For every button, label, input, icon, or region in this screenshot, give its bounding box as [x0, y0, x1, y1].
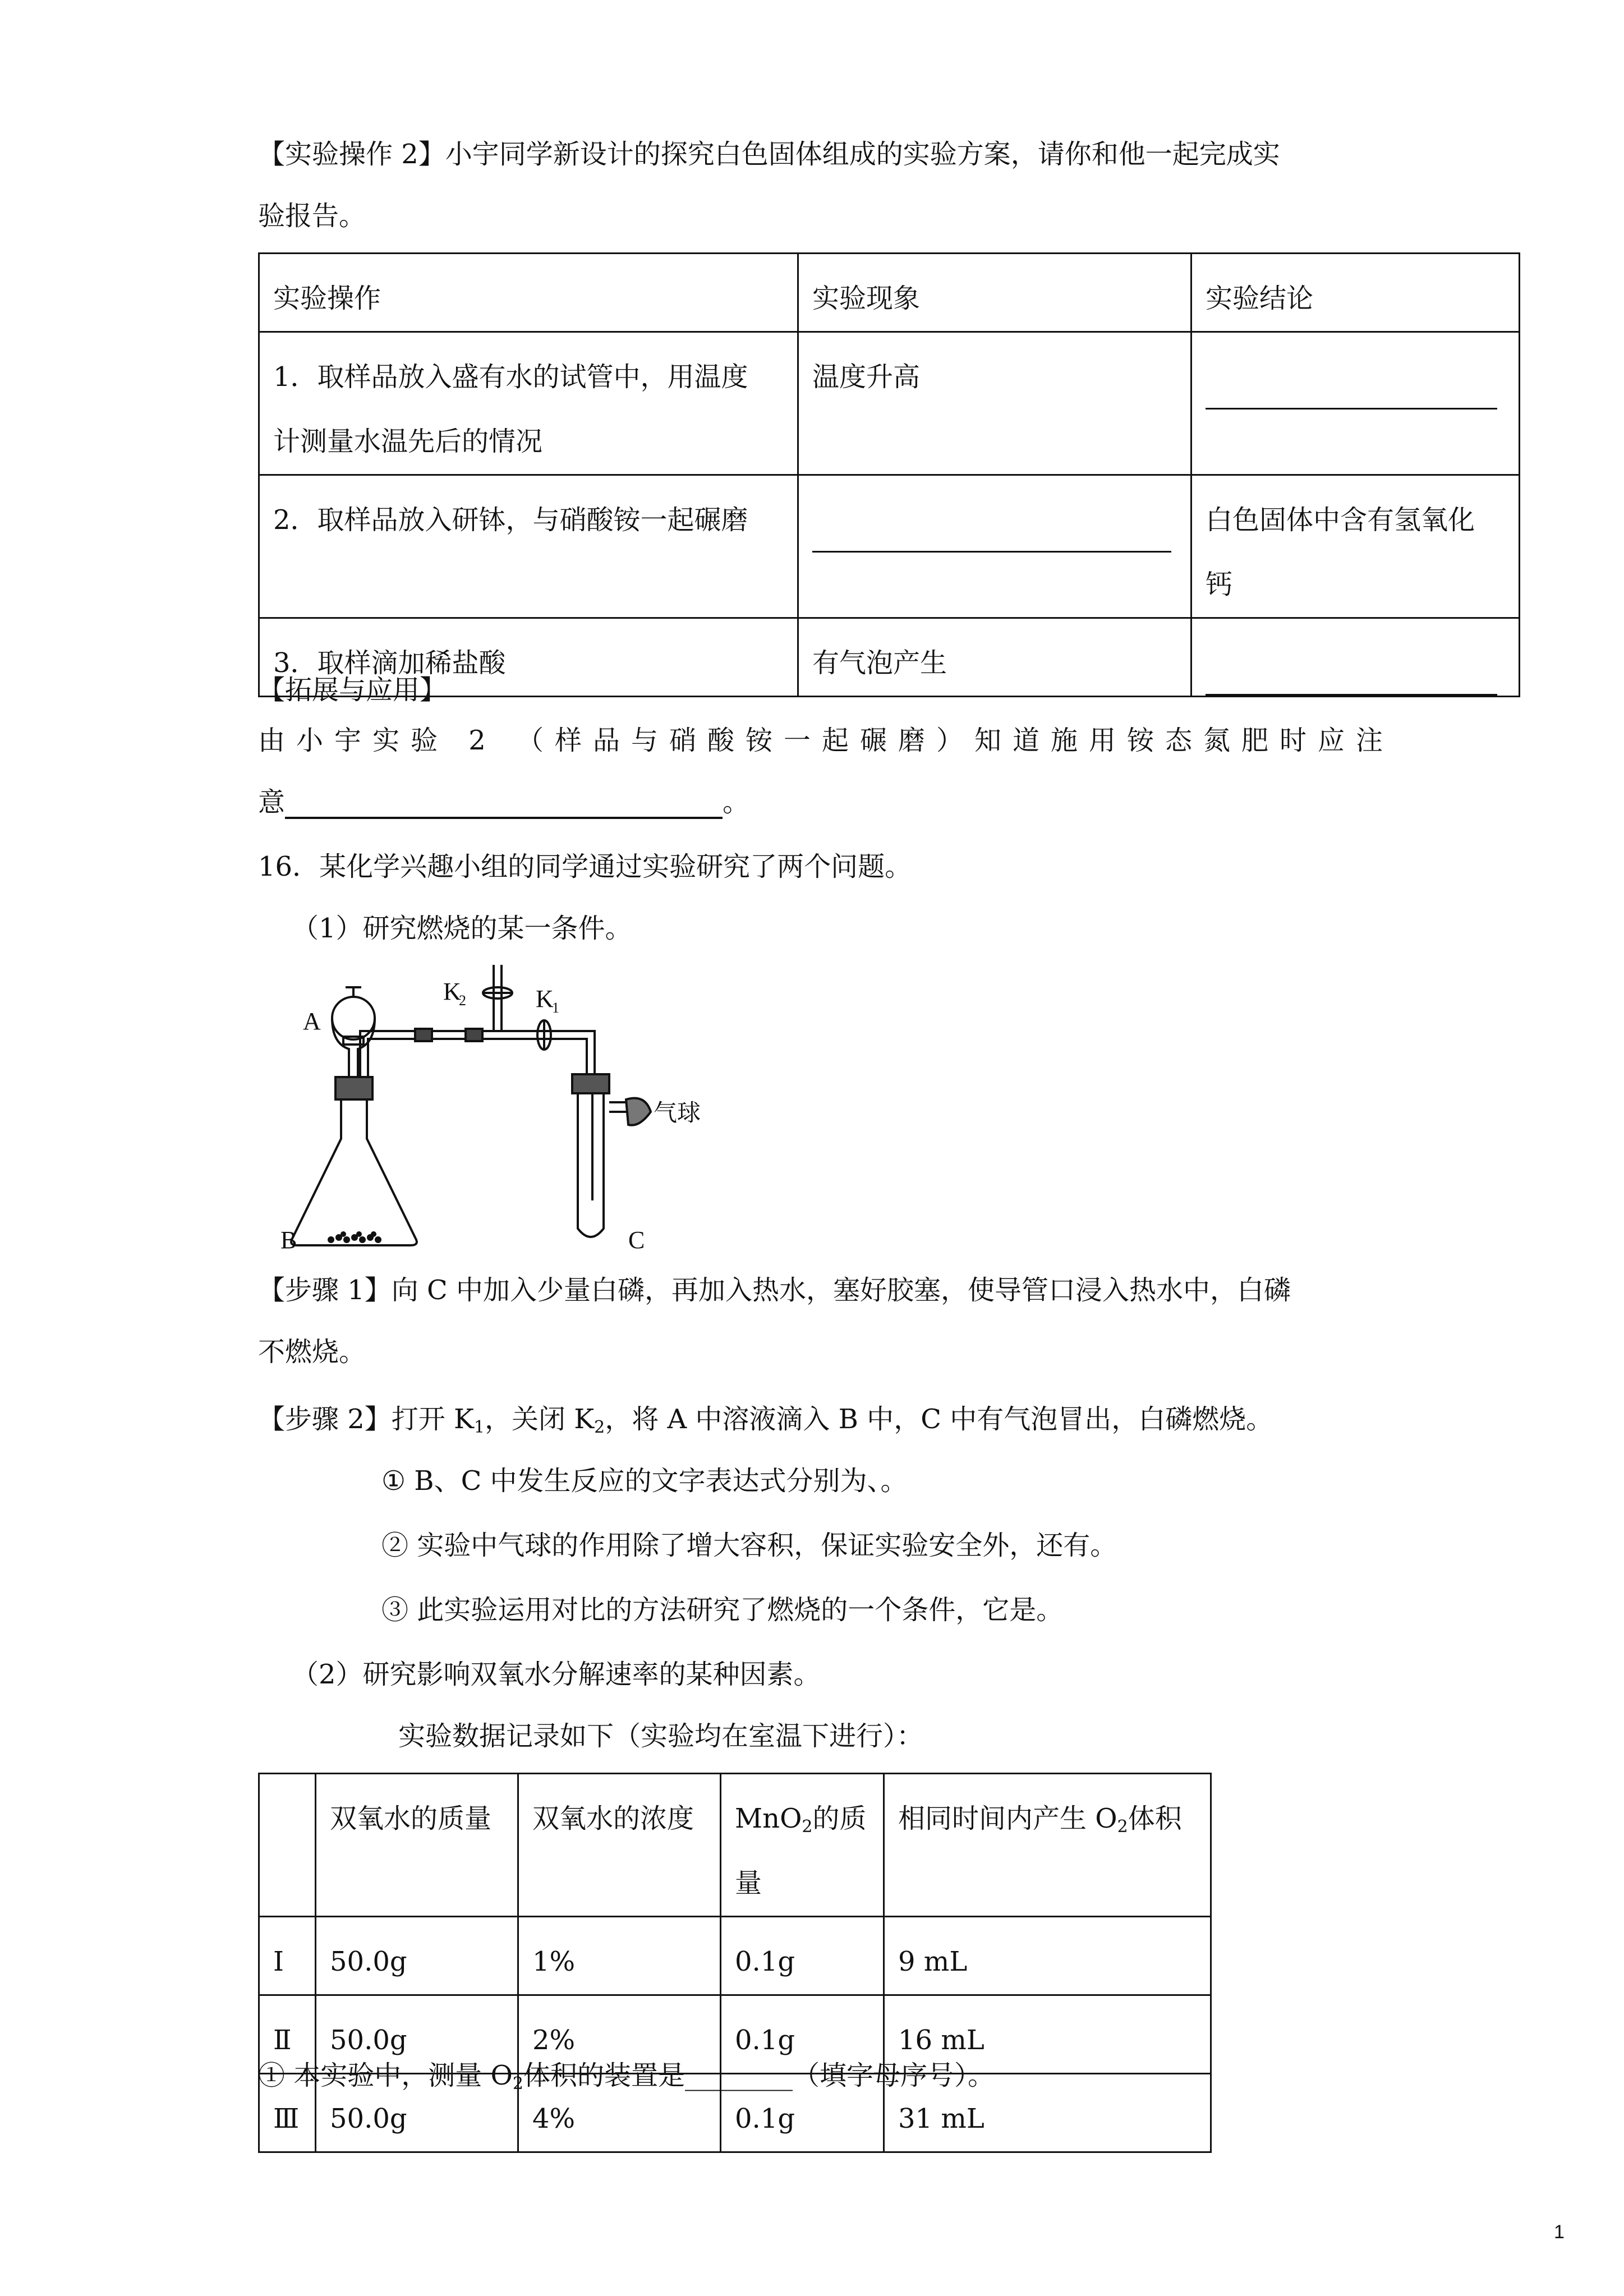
header-blank	[259, 1774, 316, 1917]
experiment-report-table	[258, 252, 1520, 697]
row2-operation: 2．取样品放入研钵，与硝酸铵一起碾磨	[259, 475, 798, 618]
row-volume: 16 mL	[884, 1995, 1211, 2074]
record-intro: 实验数据记录如下（实验均在室温下进行）：	[398, 1720, 924, 1752]
flask-solid-particles	[328, 1231, 381, 1243]
expand-line2-suffix: 。	[723, 786, 750, 818]
funnel-stopper	[346, 987, 361, 997]
q16-part2: （2）研究影响双氧水分解速率的某种因素。	[292, 1659, 821, 1690]
step2-line	[258, 1402, 1273, 1436]
row-conc: 1%	[518, 1917, 721, 1995]
row-mno2: 0.1g	[721, 2074, 884, 2152]
header-mass: 双氧水的质量	[316, 1774, 518, 1917]
section1-intro-line2: 验报告。	[258, 200, 366, 232]
expand-line2	[258, 785, 749, 819]
header-operation: 实验操作	[259, 254, 798, 332]
row3-phenomenon: 有气泡产生	[798, 618, 1191, 697]
q16-title: 16．某化学兴趣小组的同学通过实验研究了两个问题。	[258, 851, 912, 882]
final-part-b: 体积的装置是	[523, 2060, 685, 2091]
row-mass: 50.0g	[316, 2074, 518, 2152]
header-conc: 双氧水的浓度	[518, 1774, 721, 1917]
label-b: B	[280, 1226, 297, 1254]
expand-answer-blank[interactable]	[285, 792, 723, 819]
row-id: Ⅱ	[259, 1995, 316, 2074]
row2-conclusion-line2: 钙	[1206, 569, 1233, 600]
step1-line2: 不燃烧。	[258, 1336, 366, 1368]
table-row	[259, 1917, 1211, 1995]
header-mno2: MnO$_2$的质量	[721, 1774, 884, 1917]
data-table-header	[259, 1774, 1211, 1917]
page-number: 1	[1554, 2221, 1565, 2243]
table-header-row	[259, 254, 1520, 332]
step2-part-b: ，关闭 K	[485, 1404, 595, 1435]
row1-phenomenon: 温度升高	[798, 332, 1191, 475]
row-conc: 4%	[518, 2074, 721, 2152]
row3-conclusion[interactable]	[1191, 618, 1520, 697]
question-2: ② 实验中气球的作用除了增大容积，保证实验安全外，还有。	[381, 1530, 1117, 1561]
row1-op-line1: 1．取样品放入盛有水的试管中，用温度	[273, 361, 748, 393]
final-question	[258, 2059, 995, 2092]
q16-part1: （1）研究燃烧的某一条件。	[292, 913, 632, 944]
final-part-c: （填字母序号）。	[792, 2060, 995, 2091]
header-phenomenon: 实验现象	[798, 254, 1191, 332]
header-volume: 相同时间内产生 $O_2$体积	[884, 1774, 1211, 1917]
label-c: C	[628, 1226, 645, 1254]
delivery-tube-inner	[368, 1039, 587, 1083]
connector-2	[466, 1029, 482, 1041]
row3-operation: 3．取样滴加稀盐酸	[259, 618, 798, 697]
question-3: ③ 此实验运用对比的方法研究了燃烧的一个条件，它是。	[381, 1594, 1064, 1626]
step2-part-a: 【步骤 2】打开 K	[258, 1404, 474, 1435]
row-mno2: 0.1g	[721, 1995, 884, 2074]
row-id: Ⅰ	[259, 1917, 316, 1995]
final-o2-sub: 2	[512, 2074, 523, 2093]
test-tube-c	[578, 1093, 604, 1237]
step2-k1-sub: 1	[473, 1418, 485, 1437]
row1-op-line2: 计测量水温先后的情况	[273, 426, 543, 457]
data-table	[258, 1773, 1212, 2153]
step1-line1: 【步骤 1】向 C 中加入少量白磷，再加入热水，塞好胶塞，使导管口浸入热水中，白磷	[258, 1274, 1291, 1306]
conical-flask-b	[291, 1099, 417, 1245]
question-1: ① B、C 中发生反应的文字表达式分别为、。	[381, 1465, 908, 1497]
row2-conclusion	[1191, 475, 1520, 618]
row-mass: 50.0g	[316, 1917, 518, 1995]
label-balloon: 气球	[654, 1099, 701, 1126]
row-conc: 2%	[518, 1995, 721, 2074]
label-k2-sub: 2	[459, 992, 466, 1009]
label-k1-sub: 1	[552, 1000, 559, 1016]
row-mno2: 0.1g	[721, 1917, 884, 1995]
header-conclusion: 实验结论	[1191, 254, 1520, 332]
label-k1: K	[536, 985, 554, 1013]
flask-stopper	[335, 1077, 372, 1099]
row-mass: 50.0g	[316, 1995, 518, 2074]
funnel-bulb	[332, 997, 375, 1039]
row1-operation	[259, 332, 798, 475]
apparatus-diagram	[280, 965, 740, 1268]
section1-intro-line1: 【实验操作 2】小宇同学新设计的探究白色固体组成的实验方案，请你和他一起完成实	[258, 139, 1280, 170]
row-id: Ⅲ	[259, 2074, 316, 2152]
row1-conclusion[interactable]	[1191, 332, 1520, 475]
row2-phenomenon[interactable]	[798, 475, 1191, 618]
expand-heading: 【拓展与应用】	[258, 674, 447, 706]
row2-conclusion-line1: 白色固体中含有氢氧化	[1206, 504, 1475, 536]
step2-part-c: ，将 A 中溶液滴入 B 中，C 中有气泡冒出，白磷燃烧。	[605, 1404, 1273, 1435]
label-k2: K	[443, 978, 461, 1005]
row-volume: 31 mL	[884, 2074, 1211, 2152]
tube-stopper	[572, 1074, 609, 1093]
label-a: A	[303, 1007, 321, 1035]
balloon-shape	[626, 1098, 651, 1125]
connector-1	[415, 1029, 432, 1041]
step2-k2-sub: 2	[594, 1418, 605, 1437]
expand-line2-prefix: 意	[258, 786, 286, 818]
table-row	[259, 332, 1520, 475]
final-answer-blank[interactable]: ________	[684, 2060, 793, 2091]
row-volume: 9 mL	[884, 1917, 1211, 1995]
final-part-a: ① 本实验中，测量 O	[258, 2060, 513, 2091]
table-row	[259, 475, 1520, 618]
expand-line1: 由小宇实验 2 （样品与硝酸铵一起碾磨）知道施用铵态氮肥时应注	[258, 725, 1395, 756]
table-row	[259, 618, 1520, 697]
